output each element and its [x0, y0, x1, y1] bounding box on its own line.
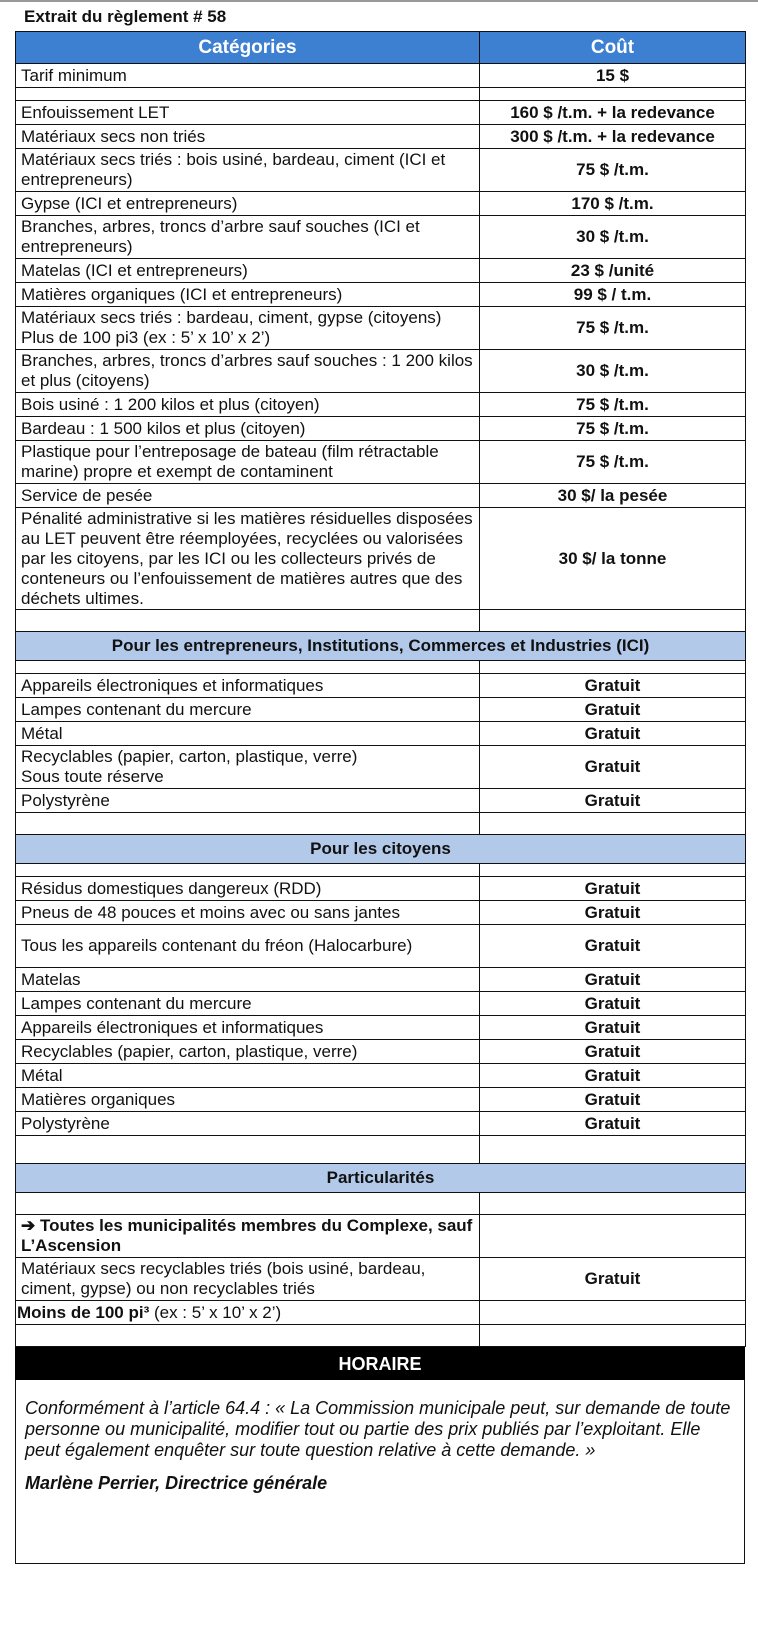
table-row	[16, 992, 746, 1016]
section-header-particularites	[16, 1164, 746, 1193]
cost-cell: Gratuit	[480, 698, 746, 722]
table-row	[16, 1258, 746, 1301]
cost-cell: Gratuit	[480, 674, 746, 698]
category-line: Recyclables (papier, carton, plastique, verre)	[21, 747, 358, 766]
header-categories: Catégories	[16, 32, 480, 64]
cost-cell: 99 $ / t.m.	[480, 283, 746, 307]
commission-quote: Conformément à l’article 64.4 : « La Commission municipale peut, sur demande de toute personne ou municipalité, modifier tout ou partie des prix publiés par l’exploitant. Elle peut également enquêter sur toute question relative à cette demande. »	[25, 1398, 731, 1460]
category-cell: Tous les appareils contenant du fréon (Halocarbure)	[16, 925, 480, 968]
cost-cell: 15 $	[480, 64, 746, 88]
header-cost: Coût	[480, 32, 746, 64]
category-cell	[16, 1301, 480, 1325]
table-header-row	[16, 32, 746, 64]
table-row	[16, 968, 746, 992]
spacer-row	[16, 88, 746, 101]
cost-cell: 30 $ /t.m.	[480, 350, 746, 393]
category-cell: Matières organiques (ICI et entrepreneurs)	[16, 283, 480, 307]
notice-box	[15, 1380, 745, 1564]
spacer-row	[16, 610, 746, 632]
cost-cell: Gratuit	[480, 901, 746, 925]
cost-cell: Gratuit	[480, 1064, 746, 1088]
cost-cell: Gratuit	[480, 877, 746, 901]
table-row	[16, 484, 746, 508]
table-row	[16, 508, 746, 610]
spacer-row	[16, 661, 746, 674]
table-row	[16, 216, 746, 259]
table-row	[16, 101, 746, 125]
cost-cell: Gratuit	[480, 1112, 746, 1136]
tariff-table	[15, 31, 746, 1347]
category-cell: Pénalité administrative si les matières résiduelles disposées au LET peuvent être réemployées, recyclées ou valorisées par les citoyens, par les ICI ou les collecteurs privés de conteneurs ou l’enfouissement de matières autres que des déchets ultimes.	[16, 508, 480, 610]
volume-bold-label: Moins de 100 pi³	[17, 1302, 150, 1322]
cost-cell	[480, 1215, 746, 1258]
category-cell: Matériaux secs triés : bois usiné, bardeau, ciment (ICI et entrepreneurs)	[16, 149, 480, 192]
cost-cell: Gratuit	[480, 1040, 746, 1064]
cost-cell: 170 $ /t.m.	[480, 192, 746, 216]
category-cell: Métal	[16, 722, 480, 746]
spacer-row	[16, 813, 746, 835]
category-cell: Matériaux secs triés : bardeau, ciment, gypse (citoyens) Plus de 100 pi3 (ex : 5’ x 10’ x 2’)	[16, 307, 480, 350]
volume-example: (ex : 5’ x 10’ x 2’)	[149, 1302, 282, 1322]
category-cell: Branches, arbres, troncs d’arbres sauf souches : 1 200 kilos et plus (citoyens)	[16, 350, 480, 393]
category-cell: Lampes contenant du mercure	[16, 992, 480, 1016]
category-cell: Gypse (ICI et entrepreneurs)	[16, 192, 480, 216]
table-row	[16, 698, 746, 722]
cost-cell: Gratuit	[480, 746, 746, 789]
category-note: Sous toute réserve	[21, 767, 164, 786]
table-row	[16, 64, 746, 88]
top-rule	[0, 0, 758, 2]
category-cell: Branches, arbres, troncs d’arbre sauf souches (ICI et entrepreneurs)	[16, 216, 480, 259]
spacer-row	[16, 1325, 746, 1347]
cost-cell: Gratuit	[480, 925, 746, 968]
category-cell: Matelas (ICI et entrepreneurs)	[16, 259, 480, 283]
cost-cell: 75 $ /t.m.	[480, 441, 746, 484]
table-row	[16, 417, 746, 441]
tariff-document	[15, 31, 745, 1564]
category-cell: Bardeau : 1 500 kilos et plus (citoyen)	[16, 417, 480, 441]
category-cell: Lampes contenant du mercure	[16, 698, 480, 722]
cost-cell: 23 $ /unité	[480, 259, 746, 283]
section-header-citoyens	[16, 835, 746, 864]
category-cell: Métal	[16, 1064, 480, 1088]
spacer-row	[16, 1136, 746, 1164]
cost-cell	[480, 1301, 746, 1325]
category-cell: Bois usiné : 1 200 kilos et plus (citoyen)	[16, 393, 480, 417]
table-row	[16, 674, 746, 698]
category-cell: Plastique pour l’entreposage de bateau (film rétractable marine) propre et exempt de contaminent	[16, 441, 480, 484]
cost-cell: 30 $/ la pesée	[480, 484, 746, 508]
category-cell: Pneus de 48 pouces et moins avec ou sans jantes	[16, 901, 480, 925]
table-row	[16, 722, 746, 746]
table-row	[16, 1301, 746, 1325]
table-row	[16, 350, 746, 393]
table-row	[16, 283, 746, 307]
cost-cell: 75 $ /t.m.	[480, 417, 746, 441]
table-row	[16, 307, 746, 350]
cost-cell: 30 $ /t.m.	[480, 216, 746, 259]
table-row	[16, 925, 746, 968]
arrow-right-icon: ➔	[21, 1216, 36, 1235]
horaire-banner: HORAIRE	[15, 1347, 745, 1380]
table-row	[16, 192, 746, 216]
cost-cell: 300 $ /t.m. + la redevance	[480, 125, 746, 149]
cost-cell: 75 $ /t.m.	[480, 149, 746, 192]
category-cell: Polystyrène	[16, 1112, 480, 1136]
cost-cell: Gratuit	[480, 992, 746, 1016]
table-row	[16, 789, 746, 813]
table-row	[16, 1215, 746, 1258]
category-cell	[16, 746, 480, 789]
section-title: Particularités	[16, 1164, 746, 1193]
section-header-ici	[16, 632, 746, 661]
table-row	[16, 393, 746, 417]
table-row	[16, 877, 746, 901]
cost-cell: 30 $/ la tonne	[480, 508, 746, 610]
table-row	[16, 1112, 746, 1136]
section-title: Pour les entrepreneurs, Institutions, Commerces et Industries (ICI)	[16, 632, 746, 661]
table-row	[16, 1016, 746, 1040]
document-caption: Extrait du règlement # 58	[24, 7, 227, 26]
category-cell: Tarif minimum	[16, 64, 480, 88]
table-row	[16, 1064, 746, 1088]
category-cell: Service de pesée	[16, 484, 480, 508]
table-row	[16, 125, 746, 149]
section-title: Pour les citoyens	[16, 835, 746, 864]
table-row	[16, 1040, 746, 1064]
category-cell: Appareils électroniques et informatiques	[16, 1016, 480, 1040]
category-cell: Polystyrène	[16, 789, 480, 813]
table-row	[16, 746, 746, 789]
category-cell: Résidus domestiques dangereux (RDD)	[16, 877, 480, 901]
cost-cell: Gratuit	[480, 1258, 746, 1301]
cost-cell: Gratuit	[480, 1016, 746, 1040]
category-cell: Recyclables (papier, carton, plastique, verre)	[16, 1040, 480, 1064]
cost-cell: 160 $ /t.m. + la redevance	[480, 101, 746, 125]
category-cell: Enfouissement LET	[16, 101, 480, 125]
cost-cell: Gratuit	[480, 1088, 746, 1112]
category-cell: Matériaux secs recyclables triés (bois usiné, bardeau, ciment, gypse) ou non recyclables triés	[16, 1258, 480, 1301]
table-row	[16, 149, 746, 192]
table-row	[16, 441, 746, 484]
category-cell	[16, 1215, 480, 1258]
table-row	[16, 901, 746, 925]
table-row	[16, 259, 746, 283]
table-row	[16, 1088, 746, 1112]
cost-cell: Gratuit	[480, 789, 746, 813]
spacer-row	[16, 1193, 746, 1215]
cost-cell: 75 $ /t.m.	[480, 307, 746, 350]
municipalities-label: Toutes les municipalités membres du Complexe, sauf L’Ascension	[21, 1216, 473, 1255]
signature: Marlène Perrier, Directrice générale	[25, 1473, 328, 1493]
category-cell: Matières organiques	[16, 1088, 480, 1112]
spacer-row	[16, 864, 746, 877]
category-cell: Appareils électroniques et informatiques	[16, 674, 480, 698]
cost-cell: Gratuit	[480, 722, 746, 746]
cost-cell: Gratuit	[480, 968, 746, 992]
category-cell: Matelas	[16, 968, 480, 992]
cost-cell: 75 $ /t.m.	[480, 393, 746, 417]
category-cell: Matériaux secs non triés	[16, 125, 480, 149]
